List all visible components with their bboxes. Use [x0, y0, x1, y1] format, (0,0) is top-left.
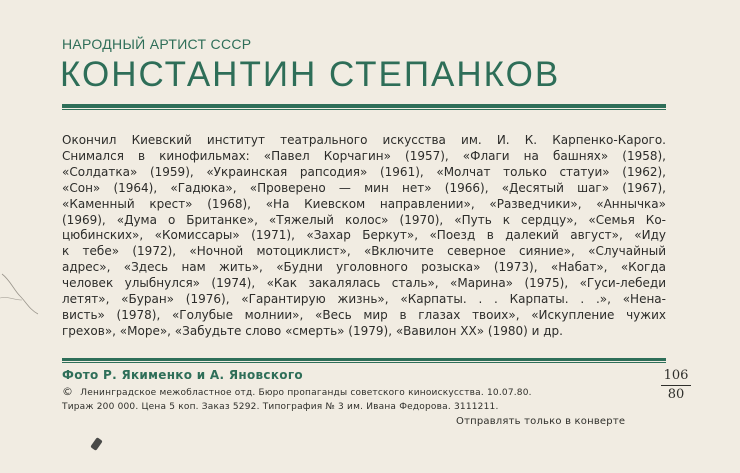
imprint-line-1: Ленинградское межобластное отд. Бюро пропаганды советского киноискусства. 10.07.80.	[80, 388, 532, 398]
bottom-divider	[62, 358, 666, 363]
bio-line: цюбинских», «Комиссары» (1971), «Захар Беркут», «Поезд в далекий август», «Иду	[62, 228, 666, 243]
copyright-symbol: ©	[62, 385, 74, 398]
top-divider	[62, 104, 666, 110]
bio-line: «Сон» (1964), «Гадюка», «Проверено — мин нет» (1966), «Десятый шаг» (1967),	[62, 180, 666, 195]
biography	[62, 133, 666, 340]
bio-line: летят», «Буран» (1976), «Гарантирую жизнь», «Карпаты. . . Карпаты. . .», «Нена-	[62, 292, 666, 307]
bio-line: человек улыбнулся» (1974), «Как закалялась сталь», «Марина» (1975), «Гуси-лебеди	[62, 276, 666, 291]
catalog-number-top: 106	[663, 368, 689, 383]
bio-line: «Солдатка» (1959), «Украинская рапсодия» (1961), «Молчат только статуи» (1962),	[62, 164, 666, 179]
ink-mark	[90, 437, 103, 451]
catalog-number	[661, 368, 691, 403]
catalog-number-bottom: 80	[667, 387, 685, 402]
bio-line: Окончил Киевский институт театрального искусства им. И. К. Карпенко-Карого.	[62, 133, 666, 147]
envelope-note: Отправлять только в конверте	[456, 416, 626, 427]
fraction-line	[661, 385, 691, 386]
bio-line: (1969), «Дума о Британке», «Тяжелый колос» (1970), «Путь к сердцу», «Семья Ко-	[62, 212, 666, 227]
bio-line: Снимался в кинофильмах: «Павел Корчагин» (1957), «Флаги на башнях» (1958),	[62, 148, 666, 163]
paper-crease-mark	[0, 270, 40, 318]
bio-line: к тебе» (1972), «Ночной мотоциклист», «Включите северное сияние», «Случайный	[62, 244, 666, 259]
imprint	[62, 385, 662, 414]
photo-credit: Фото Р. Якименко и А. Яновского	[62, 368, 303, 382]
actor-title: НАРОДНЫЙ АРТИСТ СССР	[62, 36, 252, 52]
bio-line: грехов», «Море», «Забудьте слово «смерть» (1979), «Вавилон XX» (1980) и др.	[62, 323, 563, 338]
bio-line: «Каменный крест» (1968), «На Киевском направлении», «Разведчики», «Аннычка»	[62, 196, 666, 211]
bio-line: адрес», «Здесь нам жить», «Будни уголовного розыска» (1973), «Набат», «Когда	[62, 260, 666, 275]
actor-name: КОНСТАНТИН СТЕПАНКОВ	[60, 55, 561, 94]
bio-line: висть» (1978), «Голубые молнии», «Весь мир в глазах твоих», «Искупление чужих	[62, 307, 666, 322]
imprint-line-2: Тираж 200 000. Цена 5 коп. Заказ 5292. Типография № 3 им. Ивана Федорова. 3111211.	[62, 402, 499, 412]
